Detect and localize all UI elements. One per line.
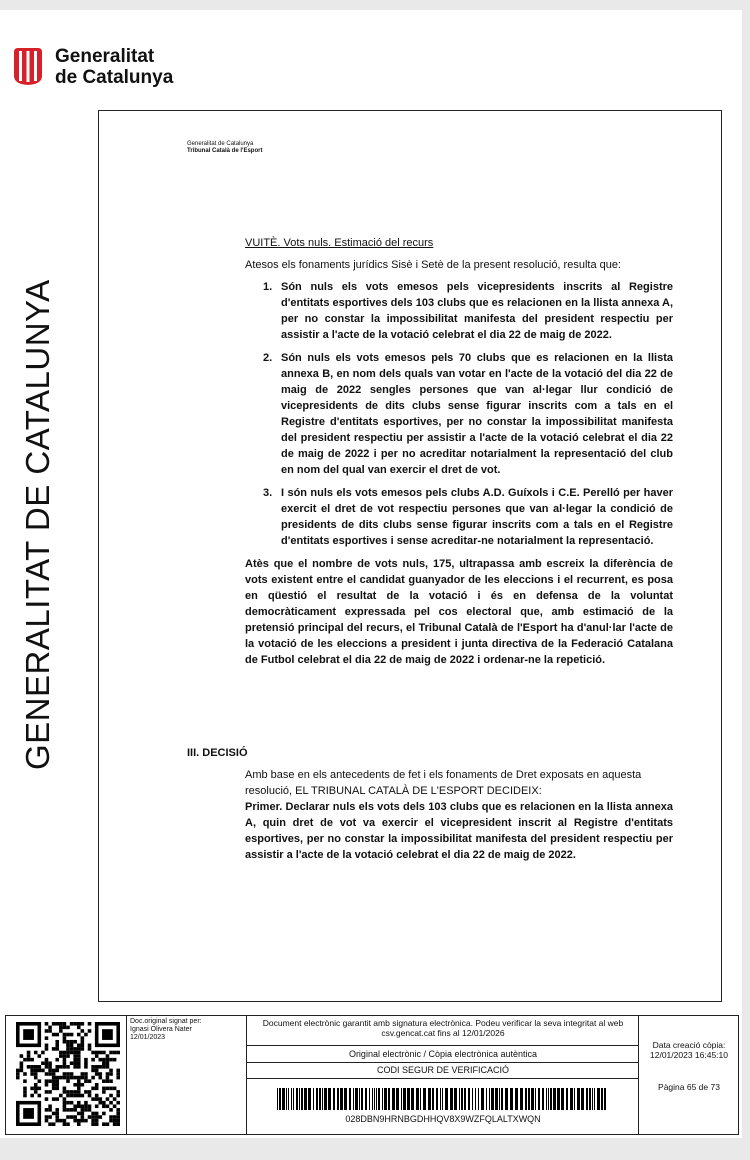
decisio-intro: Amb base en els antecedents de fet i els fonaments de Dret exposats en aquesta resolució, EL TRIBUNAL CATALÀ DE L'ESPORT DECIDEIX: — [245, 769, 642, 797]
list-item — [245, 279, 673, 343]
vertical-side-text: GENERALITAT DE CATALUNYA — [19, 279, 56, 770]
csv-code[interactable]: 028DBN9HRNBGDHHQV8X9WZFQLALTXWQN — [345, 1114, 541, 1124]
main-content — [245, 235, 673, 674]
decisio-content — [245, 767, 673, 869]
item-number: 2. — [263, 352, 273, 364]
page-number: Pàgina 65 de 73 — [658, 1082, 720, 1092]
verification-footer — [5, 1015, 739, 1135]
signature-cell — [126, 1016, 246, 1134]
item-number: 3. — [263, 487, 273, 499]
item-text: Són nuls els vots emesos pels vicepresidents inscrits al Registre d'entitats esportives dels 103 clubs que es relacionen en la llista annexa A, per no constar la impossibilitat manifesta del president respectiu per assistir a l'acte de la votació celebrat el dia 22 de maig de 2022. — [281, 281, 673, 341]
verify-text: Document electrònic garantit amb signatura electrònica. Podeu verificar la seva integritat al web csv.gencat.cat fins al 12/01/2026 — [247, 1016, 639, 1046]
logo-line-2: de Catalunya — [55, 67, 174, 88]
doc-header-line1: Generalitat de Catalunya — [187, 141, 254, 147]
intro-paragraph: Atesos els fonaments jurídics Sisè i Setè de la present resolució, resulta que: — [245, 259, 622, 271]
decisio-title: III. DECISIÓ — [187, 747, 248, 759]
created-date: 12/01/2023 16:45:10 — [650, 1050, 728, 1060]
generalitat-logo — [11, 46, 191, 90]
signed-label: Doc.original signat per: — [130, 1018, 202, 1025]
copy-info-cell — [638, 1016, 739, 1134]
section-title: VUITÈ. Vots nuls. Estimació del recurs — [245, 237, 434, 249]
senyera-logo-icon — [11, 46, 45, 86]
item-text: I són nuls els vots emesos pels clubs A.D. Guíxols i C.E. Perelló per haver exercit el dret de vot respectiu persones que van al·legar la condició de presidents de dits clubs sense figurar inscrits com a tals en el Registre d'entitats esportives i sense acreditar-ne notarialment la representació. — [281, 487, 673, 547]
barcode-icon — [277, 1088, 609, 1110]
verification-cell — [246, 1016, 639, 1134]
conclusions-list — [245, 279, 673, 549]
decisio-first: Primer. Declarar nuls els vots dels 103 clubs que es relacionen en la llista annexa A, quin dret de vot va exercir el vicepresident inscrit al Registre d'entitats esportives, per no constar la impossibilitat manifesta del president respectiu per assistir a l'acte de la votació celebrat el dia 22 de maig de 2022. — [245, 801, 673, 861]
csv-label: CODI SEGUR DE VERIFICACIÓ — [247, 1062, 639, 1079]
created-label: Data creació còpia: — [652, 1040, 726, 1050]
item-text: Són nuls els vots emesos pels 70 clubs que es relacionen en la llista annexa B, en nom dels quals van votar en l'acte de la votació del dia 22 de maig de 2022 sengles persones que van al·legar llur condició de vicepresidents de dits clubs sense figurar inscrits com a tals en el Registre d'entitats esportives, per no constar la impossibilitat manifesta del president respectiu per assistir a l'acte de la votació celebrat el dia 22 de maig de 2022 i per no acreditar notarialment la representació del club en nom del qual van exercir el dret de vot. — [281, 352, 673, 476]
list-item — [245, 485, 673, 549]
item-number: 1. — [263, 281, 273, 293]
sign-date: 12/01/2023 — [130, 1034, 166, 1041]
signer-name: Ignasi Olivera Nater — [130, 1026, 192, 1033]
document-frame — [98, 110, 722, 1002]
list-item — [245, 350, 673, 478]
doc-header-line2: Tribunal Català de l'Esport — [187, 148, 263, 154]
logo-line-1: Generalitat — [55, 46, 155, 67]
original-label: Original electrònic / Còpia electrònica autèntica — [247, 1046, 639, 1063]
created-info — [639, 1040, 739, 1060]
doc-header — [187, 141, 262, 155]
document-sheet — [0, 10, 742, 1138]
conclusion-paragraph: Atès que el nombre de vots nuls, 175, ultrapassa amb escreix la diferència de vots existent entre el candidat guanyador de les eleccions i el recurrent, es posa en qüestió el resultat de la votació i és en defensa de la voluntat democràticament expressada pel cos electoral que, amb estimació de la pretensió principal del recurs, el Tribunal Català de l'Esport ha d'anul·lar l'acte de la votació de les eleccions a president i junta directiva de la Federació Catalana de Futbol celebrat el dia 22 de maig de 2022 i ordenar-ne la repetició. — [245, 558, 673, 666]
qr-code-icon[interactable] — [16, 1022, 120, 1126]
